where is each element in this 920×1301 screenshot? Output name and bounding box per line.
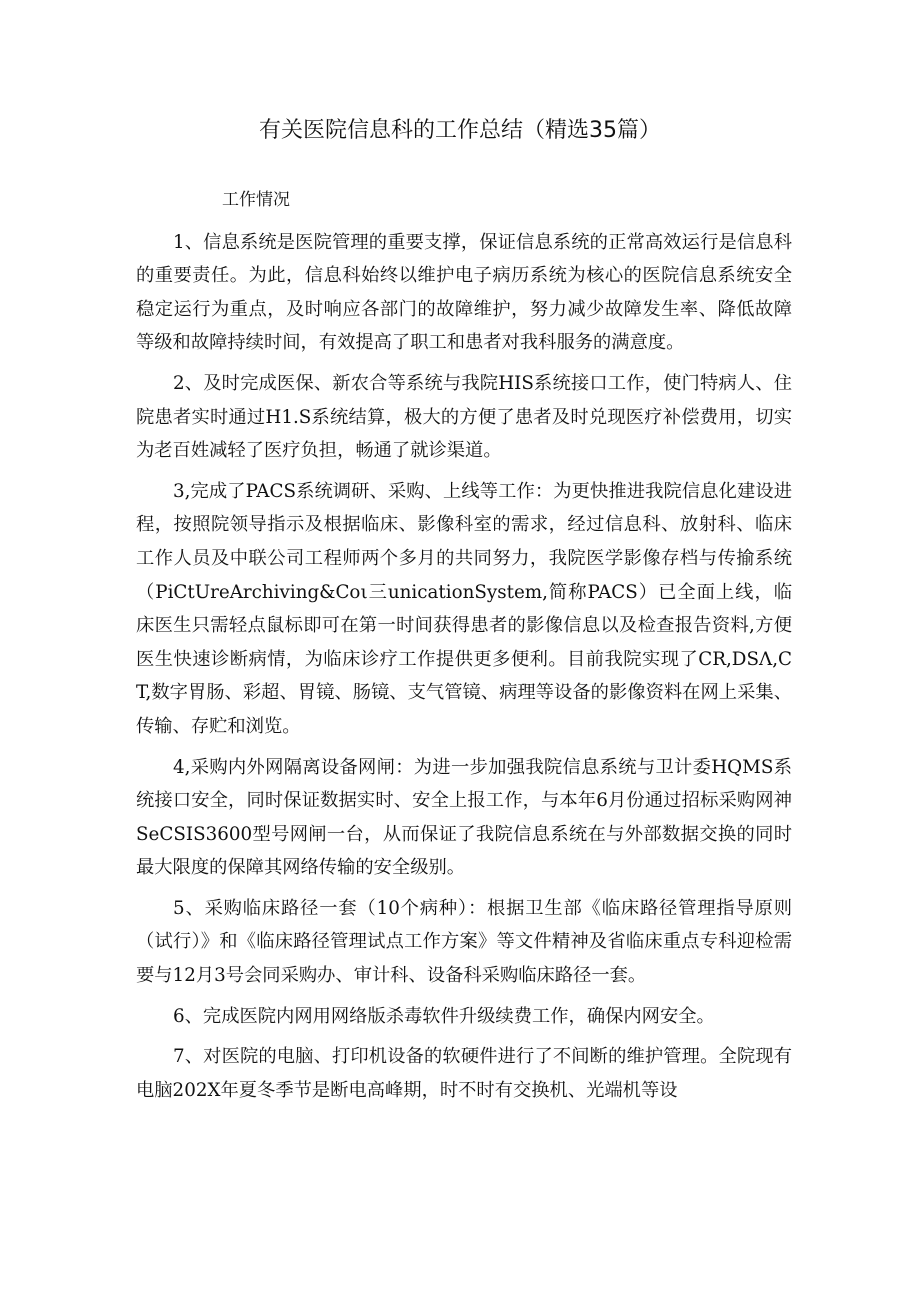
paragraph-1: 1、信息系统是医院管理的重要支撑，保证信息系统的正常高效运行是信息科的重要责任。为此，信息科始终以维护电子病历系统为核心的医院信息系统安全稳定运行为重点，及时响应各部门的故障维护，努力减少故障发生率、降低故障等级和故障持续时间，有效提高了职工和患者对我科服务的满意度。 bbox=[136, 231, 792, 354]
paragraph-5: 5、采购临床路径一套（10个病种）：根据卫生部《临床路径管理指导原则（试行）》和《临床路径管理试点工作方案》等文件精神及省临床重点专科迎检需要与12月3号会同采购办、审计科、设备科采购临床路径一套。 bbox=[136, 897, 792, 987]
paragraph-6: 6、完成医院内网用网络版杀毒软件升级续费工作，确保内网安全。 bbox=[173, 1005, 715, 1027]
paragraph-2: 2、及时完成医保、新农合等系统与我院HIS系统接口工作，使门特病人、住院患者实时通过H1.S系统结算，极大的方便了患者及时兑现医疗补偿费用，切实为老百姓减轻了医疗负担，畅通了就诊渠道。 bbox=[136, 372, 792, 462]
paragraph-4: 4,采购内外网隔离设备网闸：为进一步加强我院信息系统与卫计委HQMS系统接口安全，同时保证数据实时、安全上报工作，与本年6月份通过招标采购网神SeCSIS3600型号网闸一台，从而保证了我院信息系统在与外部数据交换的同时最大限度的保障其网络传输的安全级别。 bbox=[136, 756, 792, 879]
section-subheading: 工作情况 bbox=[222, 190, 290, 210]
document-title: 有关医院信息科的工作总结（精选35篇） bbox=[259, 118, 661, 143]
paragraph-3: 3,完成了PACS系统调研、采购、上线等工作：为更快推进我院信息化建设进程，按照院领导指示及根据临床、影像科室的需求，经过信息科、放射科、临床工作人员及中联公司工程师两个多月的共同努力，我院医学影像存档与传揄系统（PiCtUreArchiving&Coι三unicationSystem,简称PACS）已全面上线，临床医生只需轻点鼠标即可在第一时间获得患者的影像信息以及检查报告资料,方便医生快速诊断病情，为临床诊疗工作提供更多便利。目前我院实现了CR,DSΛ,CT,数字胃肠、彩超、胃镜、肠镜、支气管镜、病理等设备的影像资料在网上采集、传输、存贮和浏览。 bbox=[136, 480, 792, 737]
paragraph-7: 7、对医院的电脑、打印机设备的软硬件进行了不间断的维护管理。全院现有电脑202X年夏冬季节是断电高峰期，时不时有交换机、光端机等设 bbox=[136, 1046, 792, 1101]
document-body bbox=[136, 184, 792, 1114]
